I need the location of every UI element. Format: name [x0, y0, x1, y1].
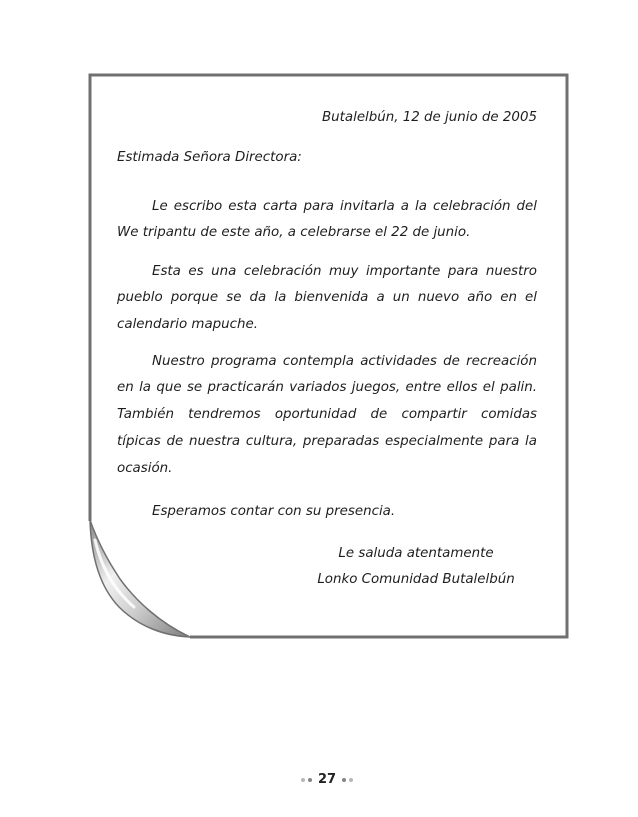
page-number-dot: [301, 778, 305, 782]
paragraph-line: en la que se practicarán variados juegos, entre ellos el palin.: [117, 380, 537, 396]
paragraph-line: Nuestro programa contempla actividades de recreación: [152, 353, 537, 369]
paragraph-line: We tripantu de este año, a celebrarse el 22 de junio.: [117, 225, 471, 241]
letter-closing: [296, 541, 536, 593]
page-footer: [297, 770, 357, 790]
paragraph-line: ocasión.: [117, 460, 173, 476]
page-number-dot: [349, 778, 353, 782]
paragraph-line: típicas de nuestra cultura, preparadas especialmente para la: [117, 433, 537, 449]
farewell: Le saluda atentamente: [338, 545, 494, 561]
paragraph-1: [117, 194, 537, 248]
paragraph-line: calendario mapuche.: [117, 317, 258, 333]
paragraph-line: pueblo porque se da la bienvenida a un nuevo año en el: [117, 290, 537, 306]
page-curl-highlight: [95, 540, 134, 607]
letter-date: Butalelbún, 12 de junio de 2005: [321, 110, 537, 125]
page-curl: [90, 520, 190, 637]
page-number-dot: [308, 778, 312, 782]
paragraph-line: También tendremos oportunidad de compartir comidas: [117, 407, 537, 423]
closing-sentence: [117, 499, 537, 526]
letter-salutation: Estimada Señora Directora:: [117, 150, 302, 165]
paragraph-line: Le escribo esta carta para invitarla a la celebración del: [152, 198, 537, 214]
page-number: 27: [317, 772, 337, 787]
page-number-dot: [342, 778, 346, 782]
signature: Lonko Comunidad Butalelbún: [317, 571, 515, 587]
paragraph-line: Esta es una celebración muy importante para nuestro: [152, 263, 537, 279]
closing-sentence-text: Esperamos contar con su presencia.: [152, 503, 396, 519]
paragraph-2: [117, 259, 537, 339]
paragraph-3: [117, 349, 537, 483]
